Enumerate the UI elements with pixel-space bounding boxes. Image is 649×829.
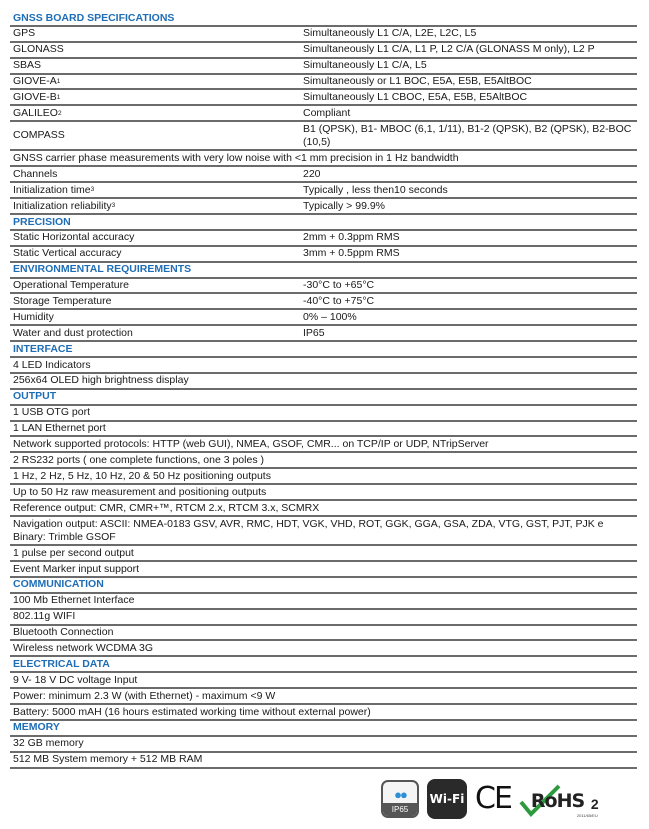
spec-value: Simultaneously L1 C/A, L1 P, L2 C/A (GLONASS M only), L2 P	[303, 43, 595, 56]
spec-row	[10, 183, 637, 199]
spec-row	[10, 753, 637, 769]
spec-value: Simultaneously or L1 BOC, E5A, E5B, E5AltBOC	[303, 75, 532, 88]
spec-row	[10, 27, 637, 43]
spec-key	[10, 486, 637, 499]
spec-key-text: 1 pulse per second output	[13, 546, 134, 559]
spec-row	[10, 358, 637, 374]
spec-value: 220	[303, 167, 321, 180]
spec-key-text: Wireless network WCDMA 3G	[13, 642, 154, 655]
spec-key-text: GPS	[13, 27, 36, 40]
spec-value: 0% – 100%	[303, 310, 357, 323]
spec-key: Initialization reliability 3	[13, 199, 116, 212]
spec-key	[10, 547, 637, 560]
spec-row	[10, 231, 637, 247]
spec-key	[10, 27, 298, 40]
spec-key: Initialization time 3	[13, 183, 95, 196]
spec-key-text: Humidity	[13, 310, 54, 323]
spec-key	[10, 706, 637, 719]
spec-key	[10, 311, 298, 324]
wifi-icon	[427, 779, 467, 819]
certification-logos	[381, 779, 611, 819]
spec-key-text: 802.11g WIFI	[13, 610, 76, 623]
spec-key-text: 1 LAN Ethernet port	[13, 422, 106, 435]
spec-key-text: GIOVE-A	[13, 75, 57, 88]
spec-row	[10, 406, 637, 422]
spec-key	[10, 43, 298, 56]
spec-key-text: 256x64 OLED high brightness display	[13, 374, 189, 387]
spec-key	[10, 295, 298, 308]
spec-key	[10, 406, 637, 419]
rohs-compliance-icon	[519, 784, 603, 818]
spec-row	[10, 122, 637, 151]
spec-key-text: 1 USB OTG port	[13, 406, 91, 419]
spec-key-text: Event Marker input support	[13, 562, 140, 575]
spec-row	[10, 247, 637, 263]
spec-row	[10, 106, 637, 122]
spec-row	[10, 310, 637, 326]
spec-key-text: Static Horizontal accuracy	[13, 231, 135, 244]
spec-key-text: Bluetooth Connection	[13, 626, 114, 639]
spec-key-text: GLONASS	[13, 43, 64, 56]
spec-key-text: Initialization reliability	[13, 199, 112, 212]
spec-key-text: GIOVE-B	[13, 91, 57, 104]
spec-key	[10, 152, 637, 165]
section-title: PRECISION	[10, 215, 637, 231]
spec-key-text: 32 GB memory	[13, 737, 84, 750]
spec-key-text: Storage Temperature	[13, 295, 112, 308]
spec-row	[10, 199, 637, 215]
spec-key	[10, 518, 637, 545]
spec-row	[10, 422, 637, 438]
spec-key	[10, 59, 298, 72]
spec-key	[10, 279, 298, 292]
spec-key-text: Navigation output: ASCII: NMEA-0183 GSV, AVR, RMC, HDT, VGK, VHD, ROT, GGK, GGA, GSA, ZDA, VTG, GST, PJT, PJK e Binary: Trimble GSOF	[13, 517, 604, 543]
spec-sheet	[10, 11, 637, 769]
section-title: GNSS BOARD SPECIFICATIONS	[10, 11, 637, 27]
spec-key-text: Up to 50 Hz raw measurement and positioning outputs	[13, 485, 267, 498]
ip65-label: IP65	[383, 803, 417, 816]
spec-key-text: Initialization time	[13, 183, 91, 196]
spec-row	[10, 546, 637, 562]
spec-key	[10, 327, 298, 340]
spec-row	[10, 453, 637, 469]
spec-key-text: COMPASS	[13, 129, 65, 142]
spec-key-text: Operational Temperature	[13, 279, 129, 292]
spec-value: Typically > 99.9%	[303, 199, 386, 212]
spec-row	[10, 594, 637, 610]
spec-value: Simultaneously L1 CBOC, E5A, E5B, E5AltBOC	[303, 91, 528, 104]
spec-key	[10, 438, 637, 451]
spec-key	[10, 454, 637, 467]
spec-key	[10, 470, 637, 483]
spec-key-text: Static Vertical accuracy	[13, 247, 122, 260]
spec-row	[10, 90, 637, 106]
spec-key: GALILEO 2	[13, 106, 62, 119]
spec-key-text: 9 V- 18 V DC voltage Input	[13, 673, 138, 686]
ce-label: CE	[475, 781, 511, 816]
spec-key-text: Network supported protocols: HTTP (web GUI), NMEA, GSOF, CMR... on TCP/IP or UDP, NTripServer	[13, 438, 489, 451]
spec-row	[10, 641, 637, 657]
spec-value: B1 (QPSK), B1- MBOC (6,1, 1/11), B1-2 (QPSK), B2 (QPSK), B2-BOC (10,5)	[303, 122, 632, 149]
ce-mark-icon	[475, 781, 511, 816]
spec-row	[10, 326, 637, 342]
spec-value: Simultaneously L1 C/A, L2E, L2C, L5	[303, 27, 477, 40]
section-title: ELECTRICAL DATA	[10, 657, 637, 673]
spec-key	[10, 563, 637, 576]
spec-row	[10, 737, 637, 753]
spec-row	[10, 517, 637, 546]
spec-row	[10, 610, 637, 626]
spec-key-text: Water and dust protection	[13, 326, 133, 339]
spec-key-text: Channels	[13, 167, 58, 180]
spec-key	[10, 231, 298, 244]
spec-key-text: 2 RS232 ports ( one complete functions, one 3 poles )	[13, 453, 264, 466]
spec-row	[10, 469, 637, 485]
spec-key	[10, 642, 637, 655]
spec-key	[10, 594, 637, 607]
spec-value: Compliant	[303, 106, 351, 119]
spec-value: Typically , less then10 seconds	[303, 183, 448, 196]
section-title: OUTPUT	[10, 390, 637, 406]
spec-row	[10, 626, 637, 642]
spec-row	[10, 374, 637, 390]
spec-key-text: 512 MB System memory + 512 MB RAM	[13, 753, 203, 766]
spec-key: GIOVE-A 1	[13, 75, 61, 88]
spec-row	[10, 689, 637, 705]
spec-key-text: GNSS carrier phase measurements with very low noise with <1 mm precision in 1 Hz bandwidth	[13, 152, 459, 165]
spec-key-text: Power: minimum 2.3 W (with Ethernet) - maximum <9 W	[13, 689, 276, 702]
section-title: ENVIRONMENTAL REQUIREMENTS	[10, 263, 637, 279]
spec-row	[10, 279, 637, 295]
spec-key-text: GALILEO	[13, 106, 58, 119]
rohs-label: RoHS	[530, 790, 585, 812]
spec-key: GIOVE-B 1	[13, 91, 61, 104]
spec-key	[10, 690, 637, 703]
spec-key-text: 100 Mb Ethernet Interface	[13, 594, 135, 607]
spec-key-text: Battery: 5000 mAH (16 hours estimated working time without external power)	[13, 705, 371, 718]
spec-key-text: 4 LED Indicators	[13, 358, 91, 371]
spec-row	[10, 437, 637, 453]
spec-value: Simultaneously L1 C/A, L5	[303, 59, 427, 72]
spec-row	[10, 167, 637, 183]
spec-key	[10, 737, 637, 750]
spec-key	[10, 502, 637, 515]
spec-row	[10, 59, 637, 75]
spec-key	[10, 422, 637, 435]
section-title: COMMUNICATION	[10, 578, 637, 594]
spec-key-text: Reference output: CMR, CMR+™, RTCM 2.x, RTCM 3.x, SCMRX	[13, 501, 320, 514]
spec-value: -40°C to +75°C	[303, 295, 375, 308]
spec-key	[10, 610, 637, 623]
section-title: MEMORY	[10, 721, 637, 737]
spec-row	[10, 151, 637, 167]
spec-key	[10, 247, 298, 260]
spec-key	[10, 753, 637, 766]
spec-row	[10, 673, 637, 689]
rohs-number: 2	[590, 796, 599, 812]
ip65-water-drop-icon: ●● IP65	[381, 780, 419, 818]
wifi-label: Wi-Fi	[429, 792, 465, 806]
spec-row	[10, 705, 637, 721]
spec-key	[10, 359, 637, 372]
spec-key	[10, 123, 298, 150]
rohs-year: 2011/65/EU	[576, 813, 598, 818]
spec-key-text: SBAS	[13, 59, 42, 72]
spec-value: IP65	[303, 326, 325, 339]
spec-key	[10, 168, 298, 181]
spec-key-text: 1 Hz, 2 Hz, 5 Hz, 10 Hz, 20 & 50 Hz positioning outputs	[13, 469, 271, 482]
spec-row	[10, 294, 637, 310]
spec-value: 3mm + 0.5ppm RMS	[303, 247, 400, 260]
spec-key	[10, 626, 637, 639]
spec-value: -30°C to +65°C	[303, 279, 375, 292]
spec-row	[10, 485, 637, 501]
spec-key	[10, 374, 637, 387]
spec-row	[10, 43, 637, 59]
spec-row	[10, 562, 637, 578]
section-title: INTERFACE	[10, 342, 637, 358]
spec-value: 2mm + 0.3ppm RMS	[303, 231, 400, 244]
spec-key	[10, 674, 637, 687]
spec-row	[10, 501, 637, 517]
spec-row	[10, 75, 637, 91]
